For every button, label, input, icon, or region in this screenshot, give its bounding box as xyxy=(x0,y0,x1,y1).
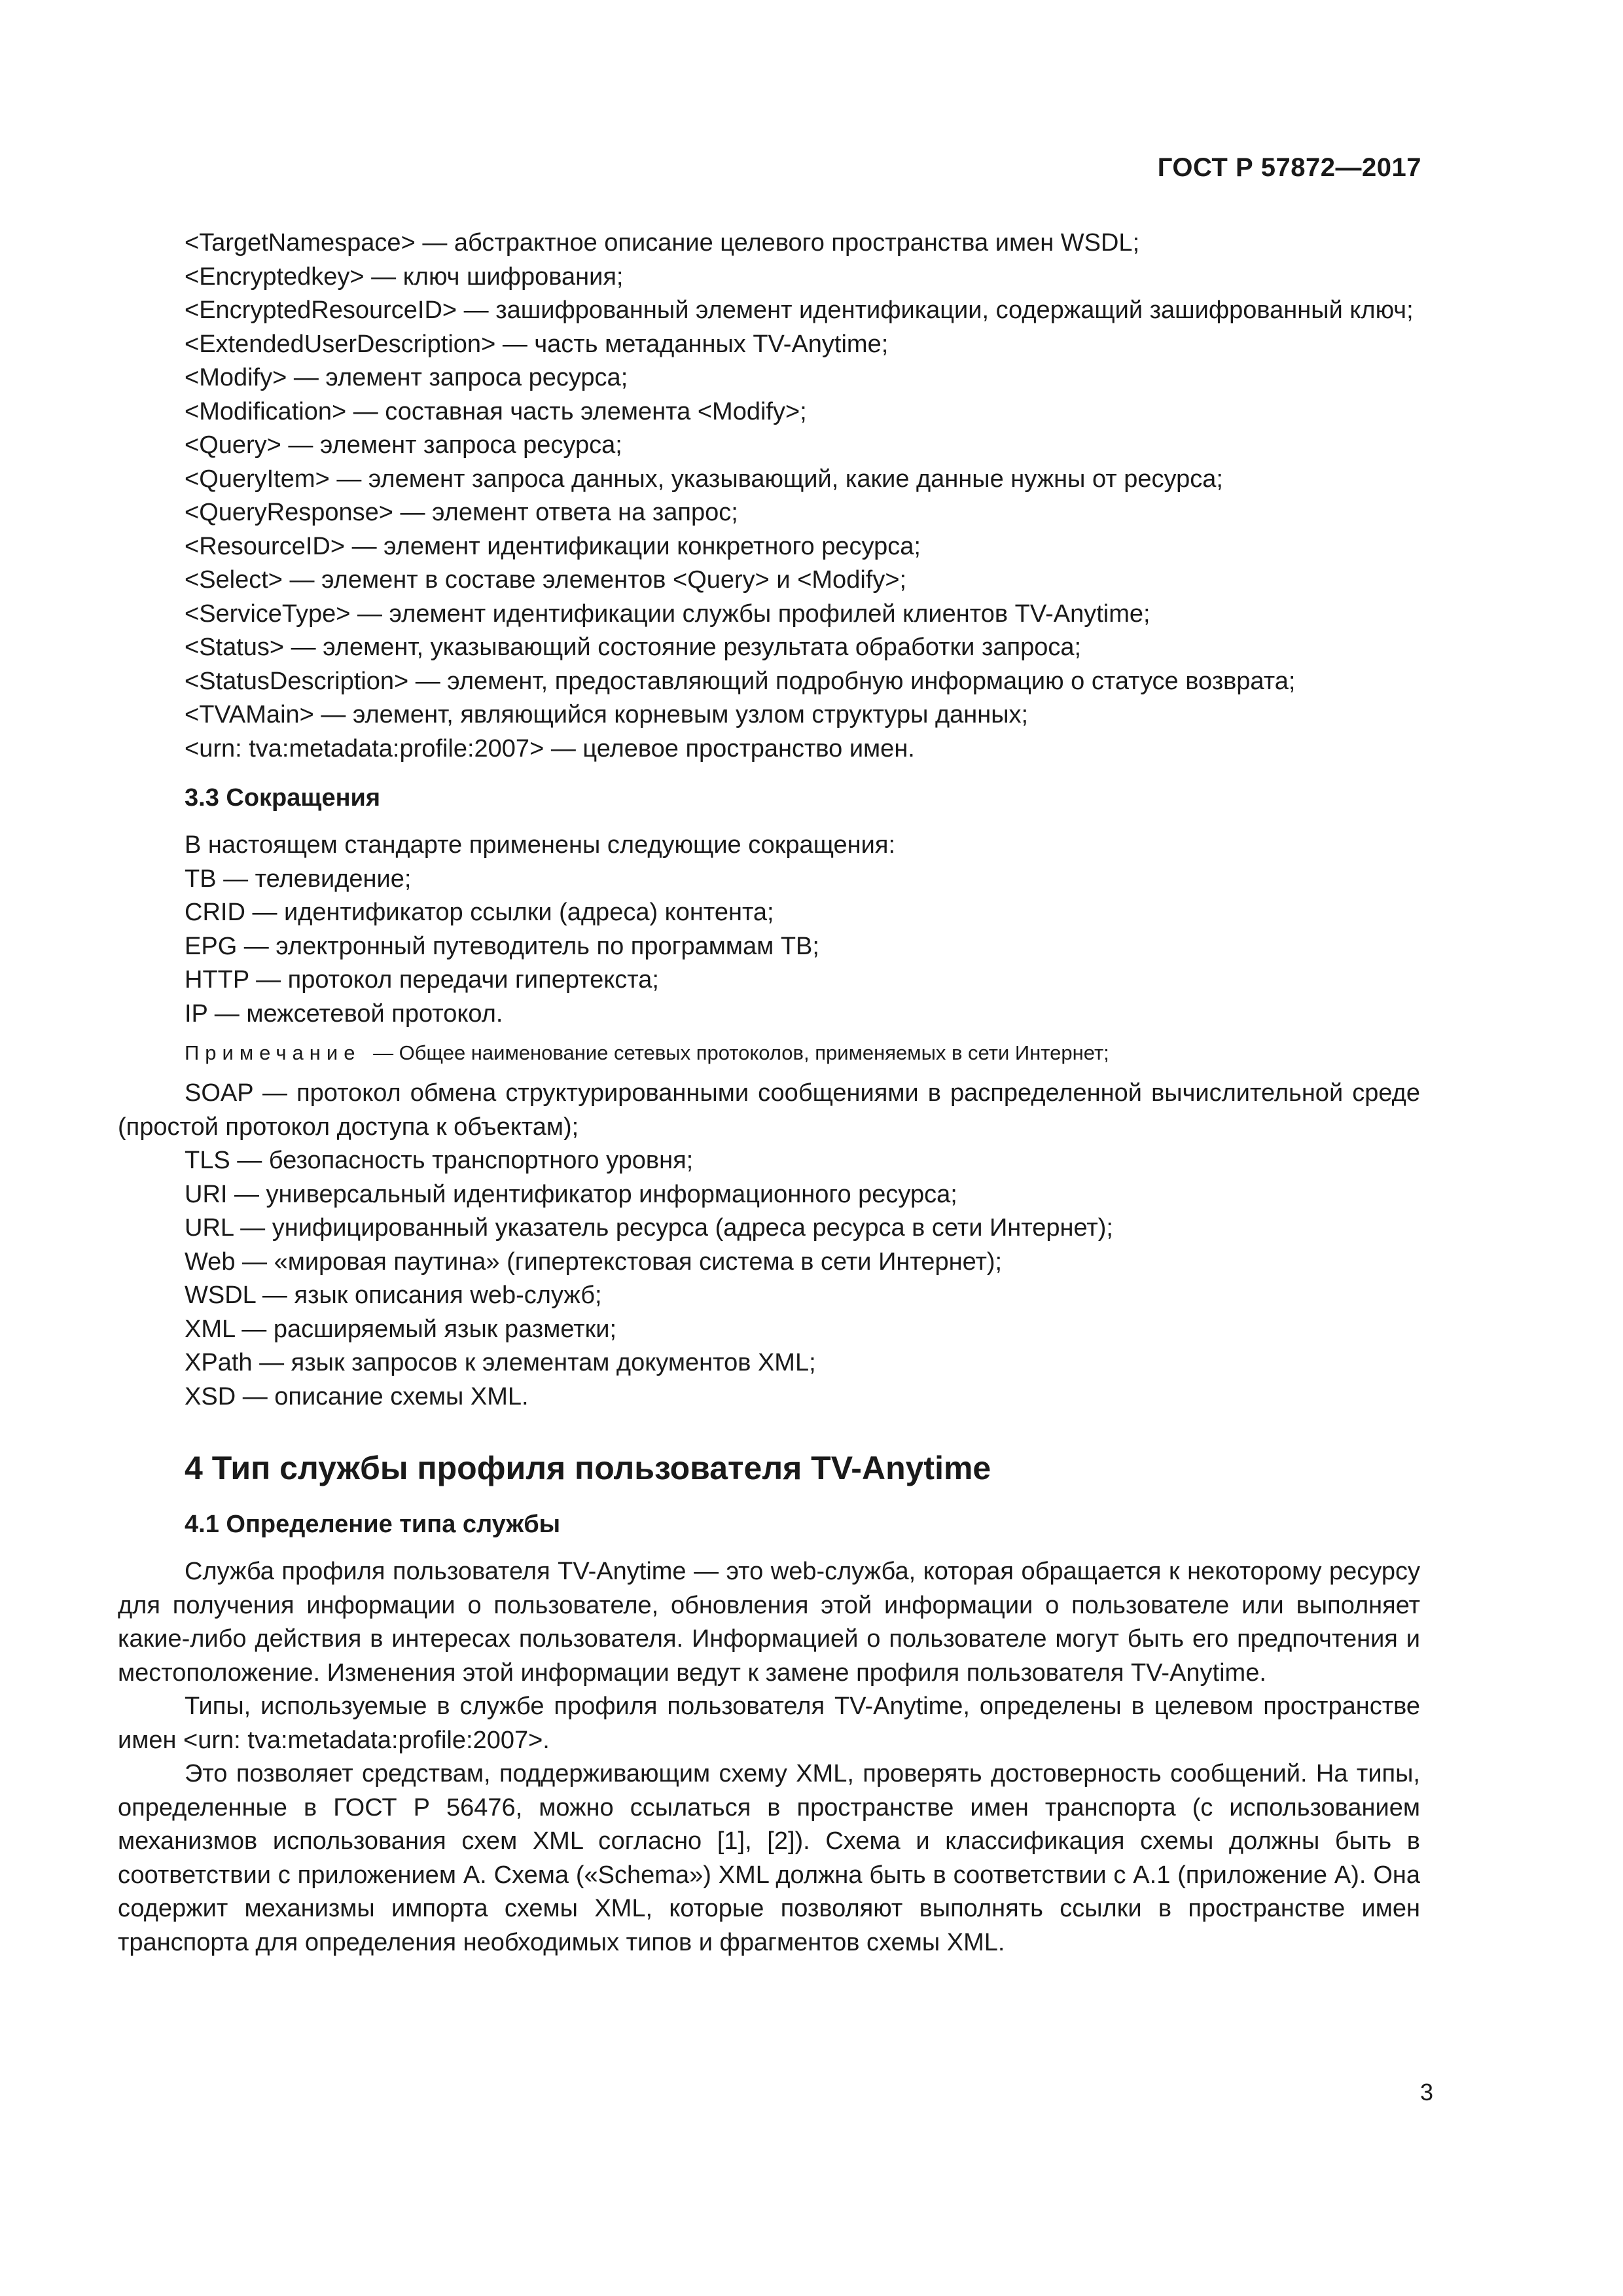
abbreviation-item: IP — межсетевой протокол. xyxy=(185,999,503,1028)
definition-item: <urn: tva:metadata:profile:2007> — целевое пространство имен. xyxy=(185,734,915,762)
abbreviations-list xyxy=(118,829,1420,1414)
definition-item: <Modify> — элемент запроса ресурса; xyxy=(185,364,628,391)
abbreviation-item: URL — унифицированный указатель ресурса (адреса ресурса в сети Интернет); xyxy=(185,1214,1113,1242)
definition-item: <Encryptedkey> — ключ шифрования; xyxy=(185,262,624,291)
abbreviation-item: XML — расширяемый язык разметки; xyxy=(185,1315,617,1343)
note xyxy=(118,1037,1420,1069)
page-content xyxy=(118,226,1420,1960)
abbreviation-item: EPG — электронный путеводитель по программам ТВ; xyxy=(185,932,819,960)
definition-item: <ResourceID> — элемент идентификации конкретного ресурса; xyxy=(185,532,921,560)
definition-item: <Select> — элемент в составе элементов <Query> и <Modify>; xyxy=(185,566,907,594)
body-paragraph: Служба профиля пользователя TV-Anytime — это web-служба, которая обращается к некоторому ресурсу для получения информации о пользователе, обновления этой информации о пользователе или выполняет какие-либо действия в интересах пользователя. Информацией о пользователе могут быть его предпочтения и местоположение. Изменения этой информации ведут к замене профиля пользователя TV-Anytime. xyxy=(118,1558,1420,1687)
abbreviation-item: TLS — безопасность транспортного уровня; xyxy=(185,1147,694,1174)
subsection-title-4-1: 4.1 Определение типа службы xyxy=(185,1511,561,1538)
abbreviation-item: WSDL — язык описания web-служб; xyxy=(185,1282,602,1309)
definition-item: <ExtendedUserDescription> — часть метаданных TV-Anytime; xyxy=(185,330,889,358)
abbreviation-item: Web — «мировая паутина» (гипертекстовая система в сети Интернет); xyxy=(185,1247,1003,1276)
abbreviation-item: ТВ — телевидение; xyxy=(185,865,412,893)
definition-item: <TVAMain> — элемент, являющийся корневым узлом структуры данных; xyxy=(185,701,1029,728)
note-label: Примечание xyxy=(185,1041,361,1064)
section-title-4: 4 Тип службы профиля пользователя TV-Anytime xyxy=(185,1450,991,1486)
definition-item: <Query> — элемент запроса ресурса; xyxy=(185,431,622,459)
document-id-header: ГОСТ Р 57872—2017 xyxy=(1157,153,1421,182)
definition-item: <QueryResponse> — элемент ответа на запрос; xyxy=(185,499,738,526)
note-text: — Общее наименование сетевых протоколов, применяемых в сети Интернет; xyxy=(373,1041,1109,1064)
definition-item: <QueryItem> — элемент запроса данных, указывающий, какие данные нужны от ресурса; xyxy=(185,465,1223,493)
definition-item: <Status> — элемент, указывающий состояние результата обработки запроса; xyxy=(185,634,1082,661)
definition-item: <Modification> — составная часть элемента <Modify>; xyxy=(185,397,807,425)
abbreviation-item: XPath — язык запросов к элементам документов XML; xyxy=(185,1349,816,1376)
body-paragraph: Типы, используемые в службе профиля пользователя TV-Anytime, определены в целевом пространстве имен <urn: tva:metadata:profile:2007>. xyxy=(118,1693,1420,1754)
abbreviation-item: XSD — описание схемы XML. xyxy=(185,1382,529,1410)
definition-item: <StatusDescription> — элемент, предоставляющий подробную информацию о статусе возврата; xyxy=(185,667,1296,695)
page-number: 3 xyxy=(1419,2079,1433,2106)
definition-item: <EncryptedResourceID> — зашифрованный элемент идентификации, содержащий зашифрованный ключ; xyxy=(185,296,1414,324)
subsection-title-3-3: 3.3 Сокращения xyxy=(185,784,381,812)
abbreviation-item: HTTP — протокол передачи гипертекста; xyxy=(185,966,659,994)
definitions-list xyxy=(118,226,1420,766)
abbreviations-intro: В настоящем стандарте применены следующие сокращения: xyxy=(185,831,896,859)
abbreviation-item: URI — универсальный идентификатор информационного ресурса; xyxy=(185,1180,957,1208)
body-paragraph: Это позволяет средствам, поддерживающим схему XML, проверять достоверность сообщений. На типы, определенные в ГОСТ Р 56476, можно ссылаться в пространстве имен транспорта (с использованием механизмов использования схем XML согласно [1], [2]). Схема и классификация схемы должны быть в соответствии с приложением А. Схема («Schema») XML должна быть в соответствии с А.1 (приложение А). Она содержит механизмы импорта схемы XML, которые позволяют выполнять ссылки в пространстве имен транспорта для определения необходимых типов и фрагментов схемы XML. xyxy=(118,1760,1420,1956)
abbreviation-item: SOAP — протокол обмена структурированными сообщениями в распределенной вычислительной среде (простой протокол доступа к объектам); xyxy=(118,1079,1420,1141)
abbreviation-item: CRID — идентификатор ссылки (адреса) контента; xyxy=(185,899,774,926)
definition-item: <ServiceType> — элемент идентификации службы профилей клиентов TV-Anytime; xyxy=(185,600,1150,628)
definition-item: <TargetNamespace> — абстрактное описание целевого пространства имен WSDL; xyxy=(185,229,1140,257)
